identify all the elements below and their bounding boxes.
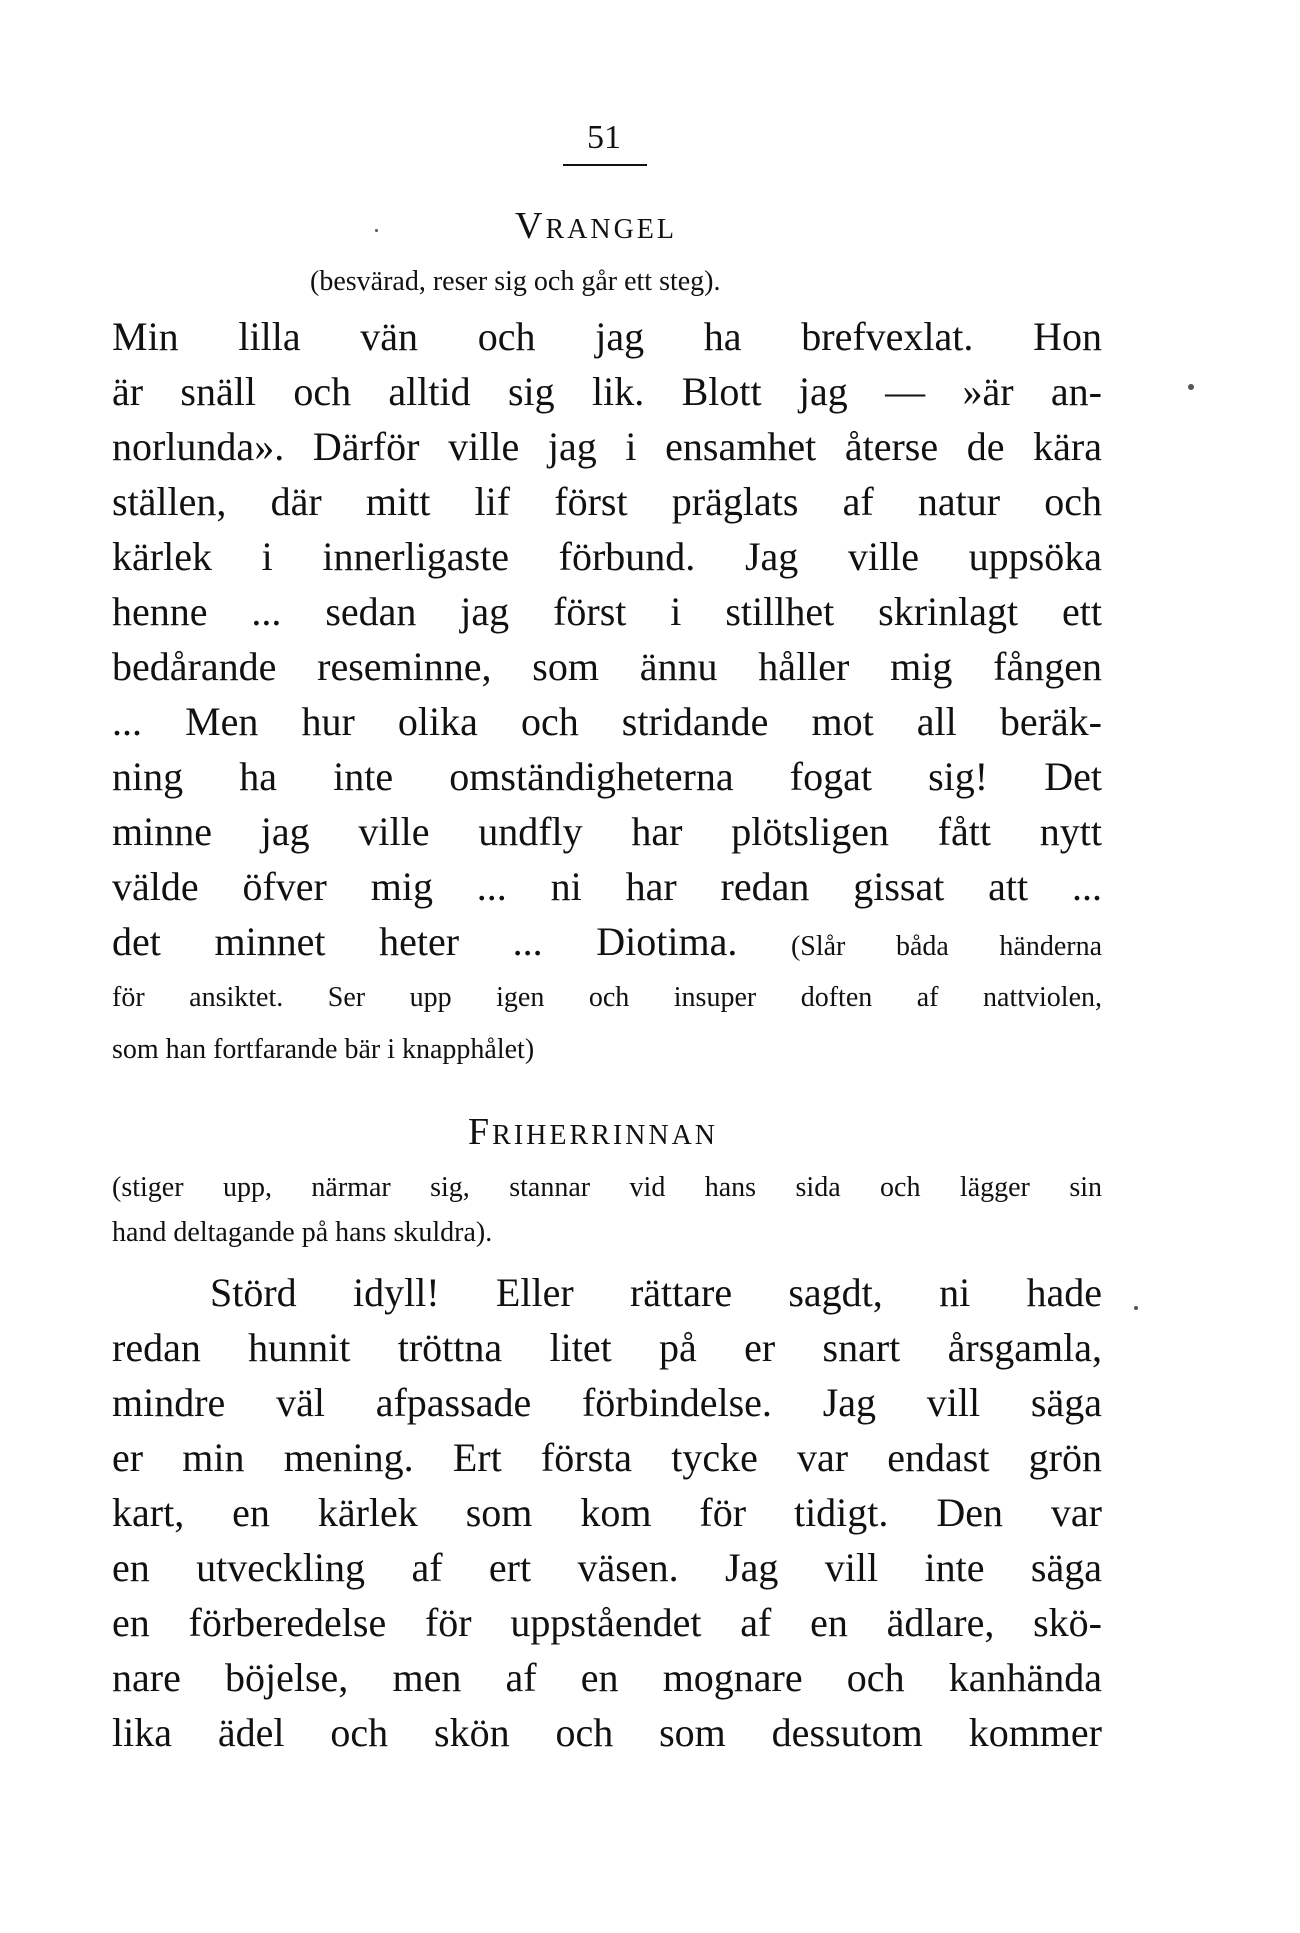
- speech-line: norlunda». Därför ville jag i ensamhet återse de kära: [112, 424, 1102, 469]
- print-speck: [1134, 1306, 1138, 1310]
- speech-line: kart, en kärlek som kom för tidigt. Den var: [112, 1490, 1102, 1535]
- stage-direction-line: för ansiktet. Ser upp igen och insuper doften af nattviolen,: [112, 982, 1102, 1013]
- stage-direction-line: hand deltagande på hans skuldra).: [112, 1217, 493, 1248]
- print-speck: [1188, 384, 1194, 390]
- stage-direction-line: (stiger upp, närmar sig, stannar vid hans sida och lägger sin: [112, 1172, 1102, 1203]
- speech-line: nare böjelse, men af en mognare och kanhända: [112, 1655, 1102, 1700]
- page-number: 51: [587, 119, 621, 156]
- speech-line: välde öfver mig ... ni har redan gissat att ...: [112, 864, 1102, 909]
- speaker-name-vrangel: VRANGEL: [515, 205, 677, 247]
- speech-line: Min lilla vän och jag ha brefvexlat. Hon: [112, 314, 1102, 359]
- speech-text: det minnet heter ... Diotima.: [112, 919, 738, 964]
- speech-line: lika ädel och skön och som dessutom kommer: [112, 1710, 1102, 1755]
- print-speck: [375, 229, 378, 232]
- stage-direction: (besvärad, reser sig och går ett steg).: [310, 266, 721, 297]
- stage-direction-line: som han fortfarande bär i knapphålet): [112, 1034, 535, 1065]
- speech-line: är snäll och alltid sig lik. Blott jag — »är an-: [112, 369, 1102, 414]
- speech-line: redan hunnit tröttna litet på er snart årsgamla,: [112, 1325, 1102, 1370]
- page-number-rule: [563, 164, 647, 166]
- speaker-name-friherrinnan: FRIHERRINNAN: [468, 1111, 719, 1153]
- speech-line: ställen, där mitt lif först präglats af natur och: [112, 479, 1102, 524]
- speech-line: ... Men hur olika och stridande mot all beräk-: [112, 699, 1102, 744]
- speech-line: en utveckling af ert väsen. Jag vill inte säga: [112, 1545, 1102, 1590]
- speech-line: mindre väl afpassade förbindelse. Jag vill säga: [112, 1380, 1102, 1425]
- speech-line: henne ... sedan jag först i stillhet skrinlagt ett: [112, 589, 1102, 634]
- stage-direction-inline: (Slår båda händerna: [790, 931, 1103, 962]
- speech-line: minne jag ville undfly har plötsligen fått nytt: [112, 809, 1102, 854]
- speech-line: ning ha inte omständigheterna fogat sig! Det: [112, 754, 1102, 799]
- speech-line: Störd idyll! Eller rättare sagdt, ni hade: [210, 1270, 1102, 1315]
- speech-line: bedårande reseminne, som ännu håller mig fången: [112, 644, 1102, 689]
- mixed-line: [112, 915, 1102, 974]
- speech-line: kärlek i innerligaste förbund. Jag ville uppsöka: [112, 534, 1102, 579]
- speech-line: er min mening. Ert första tycke var endast grön: [112, 1435, 1102, 1480]
- speech-line: en förberedelse för uppståendet af en ädlare, skö-: [112, 1600, 1102, 1645]
